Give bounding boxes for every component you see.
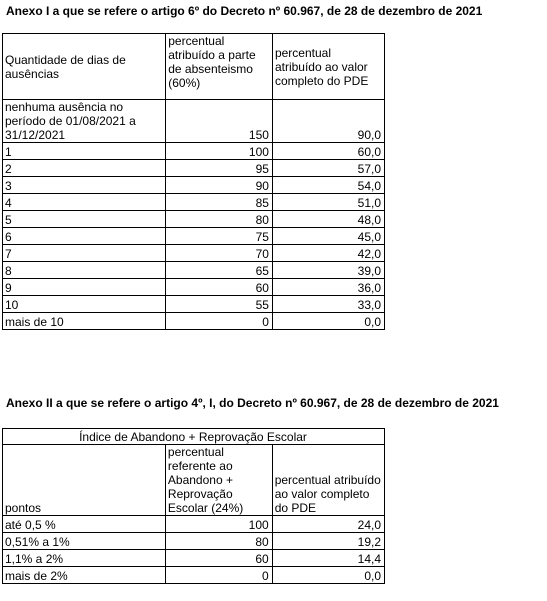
annex2-cell-dropout: 0 [165, 567, 272, 584]
table-row [3, 550, 385, 567]
annex1-cell-days: 4 [3, 194, 166, 211]
annex2-title: Anexo II a que se refere o artigo 4º, I, do Decreto nº 60.967, de 28 de dezembro de 2021 [6, 396, 499, 410]
annex2-cell-dropout: 60 [165, 550, 272, 567]
annex1-cell-pde: 48,0 [272, 211, 384, 228]
annex2-cell-points: 0,51% a 1% [3, 533, 166, 550]
annex2-header-row [3, 445, 385, 516]
annex2-cell-points: mais de 2% [3, 567, 166, 584]
annex1-cell-days: 9 [3, 279, 166, 296]
annex1-header-pde: percentual atribuído ao valor completo do PDE [272, 34, 384, 100]
annex1-cell-pde: 45,0 [272, 228, 384, 245]
annex1-cell-days: 3 [3, 177, 166, 194]
annex2-cell-pde: 24,0 [272, 516, 384, 533]
annex1-cell-absenteeism: 100 [166, 143, 273, 160]
annex1-cell-days: 2 [3, 160, 166, 177]
annex1-cell-absenteeism: 150 [166, 100, 273, 143]
table-row [3, 245, 385, 262]
annex1-cell-days: 7 [3, 245, 166, 262]
annex1-cell-pde: 33,0 [272, 296, 384, 313]
annex1-header-row [3, 34, 385, 100]
table-row [3, 296, 385, 313]
annex1-cell-pde: 36,0 [272, 279, 384, 296]
annex2-header-dropout: percentual referente ao Abandono + Reprovação Escolar (24%) [165, 445, 272, 516]
annex1-cell-absenteeism: 55 [166, 296, 273, 313]
annex2-header-points: pontos [3, 445, 166, 516]
annex2-cell-points: até 0,5 % [3, 516, 166, 533]
annex1-cell-pde: 54,0 [272, 177, 384, 194]
table-row [3, 516, 385, 533]
annex1-header-absenteeism: percentual atribuído a parte de absenteismo (60%) [166, 34, 273, 100]
table-row [3, 533, 385, 550]
table-row [3, 228, 385, 245]
annex2-cell-dropout: 100 [165, 516, 272, 533]
annex1-cell-absenteeism: 90 [166, 177, 273, 194]
annex2-cell-pde: 0,0 [272, 567, 384, 584]
annex1-cell-days: 8 [3, 262, 166, 279]
annex1-cell-days: mais de 10 [3, 313, 166, 330]
table-row [3, 279, 385, 296]
annex2-cell-pde: 14,4 [272, 550, 384, 567]
annex1-title: Anexo I a que se refere o artigo 6º do Decreto nº 60.967, de 28 de dezembro de 2021 [6, 4, 483, 18]
annex1-cell-pde: 0,0 [272, 313, 384, 330]
annex1-cell-pde: 39,0 [272, 262, 384, 279]
annex1-cell-absenteeism: 60 [166, 279, 273, 296]
table-row [3, 313, 385, 330]
annex1-cell-absenteeism: 85 [166, 194, 273, 211]
annex2-table [2, 428, 385, 584]
annex1-cell-days: 5 [3, 211, 166, 228]
annex1-cell-absenteeism: 75 [166, 228, 273, 245]
table-row [3, 194, 385, 211]
annex1-cell-pde: 57,0 [272, 160, 384, 177]
table-row [3, 100, 385, 143]
table-row [3, 211, 385, 228]
table-row [3, 177, 385, 194]
annex1-cell-absenteeism: 95 [166, 160, 273, 177]
annex2-header-pde: percentual atribuído ao valor completo do PDE [272, 445, 384, 516]
table-row [3, 262, 385, 279]
annex1-cell-absenteeism: 70 [166, 245, 273, 262]
annex1-cell-days: 10 [3, 296, 166, 313]
table-row [3, 567, 385, 584]
annex1-cell-absenteeism: 65 [166, 262, 273, 279]
annex2-span-header: Índice de Abandono + Reprovação Escolar [3, 429, 385, 445]
annex1-cell-pde: 51,0 [272, 194, 384, 211]
annex1-cell-days: nenhuma ausência no período de 01/08/2021 a 31/12/2021 [3, 100, 166, 143]
annex2-cell-points: 1,1% a 2% [3, 550, 166, 567]
annex1-cell-pde: 42,0 [272, 245, 384, 262]
annex1-table [2, 33, 385, 330]
annex2-cell-dropout: 80 [165, 533, 272, 550]
annex2-span-header-row [3, 429, 385, 445]
annex1-cell-days: 6 [3, 228, 166, 245]
annex1-cell-absenteeism: 80 [166, 211, 273, 228]
annex1-header-days: Quantidade de dias de ausências [3, 34, 166, 100]
annex2-cell-pde: 19,2 [272, 533, 384, 550]
annex1-cell-pde: 60,0 [272, 143, 384, 160]
table-row [3, 143, 385, 160]
table-row [3, 160, 385, 177]
annex1-cell-absenteeism: 0 [166, 313, 273, 330]
annex1-cell-pde: 90,0 [272, 100, 384, 143]
annex1-cell-days: 1 [3, 143, 166, 160]
